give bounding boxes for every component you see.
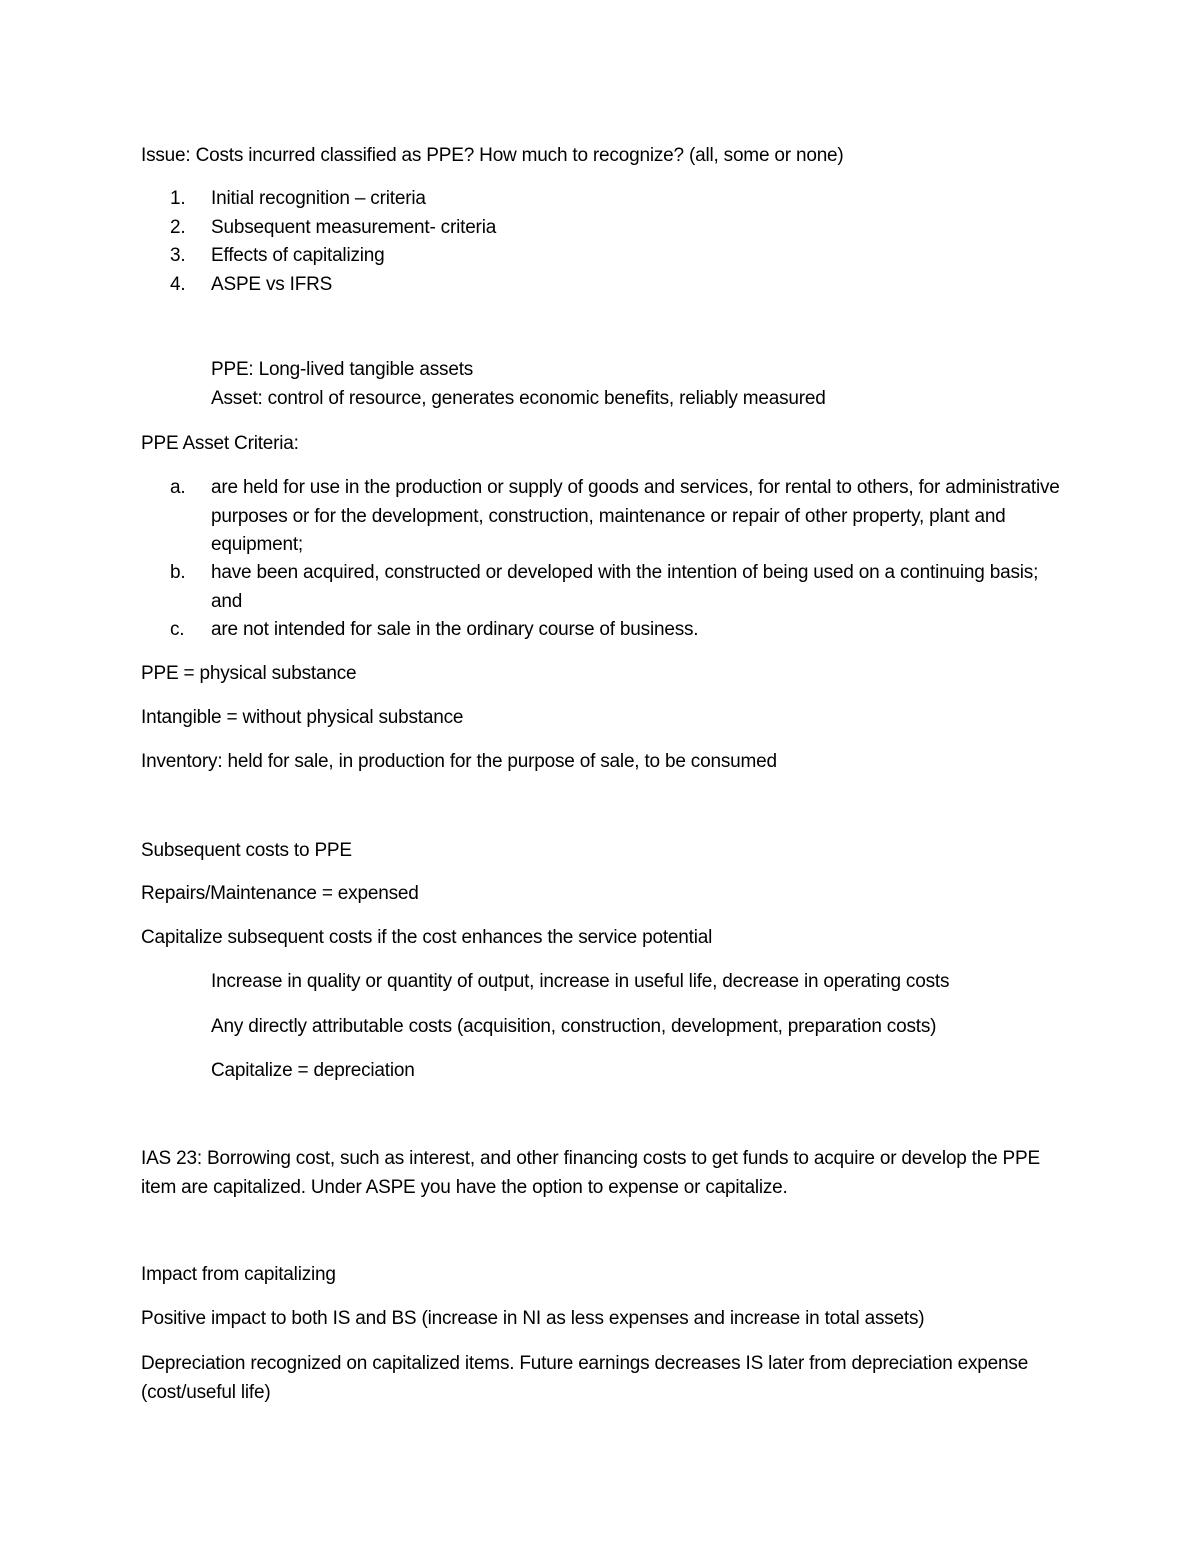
list-item: have been acquired, constructed or developed with the intention of being used on a continuing basis; and: [211, 562, 1039, 612]
ppe-comparison: PPE = physical substance: [141, 663, 357, 684]
asset-definition: Asset: control of resource, generates economic benefits, reliably measured: [211, 388, 826, 409]
issue-line: Issue: Costs incurred classified as PPE? How much to recognize? (all, some or none): [141, 145, 844, 166]
list-letter: a.: [170, 477, 186, 498]
subsequent-detail: Capitalize = depreciation: [211, 1060, 415, 1081]
list-letter: c.: [170, 619, 185, 640]
subsequent-detail: Increase in quality or quantity of output, increase in useful life, decrease in operating costs: [211, 971, 950, 992]
criteria-heading: PPE Asset Criteria:: [141, 433, 299, 454]
list-number: 4.: [170, 274, 186, 295]
ppe-definition: PPE: Long-lived tangible assets: [211, 359, 474, 380]
list-number: 2.: [170, 217, 186, 238]
subsequent-heading: Subsequent costs to PPE: [141, 840, 352, 861]
list-item: Initial recognition – criteria: [211, 188, 426, 209]
list-item: are held for use in the production or supply of goods and services, for rental to others, for administrative purposes or for the development, construction, maintenance or repair of other property, plant and equipment;: [211, 477, 1060, 555]
intangible-comparison: Intangible = without physical substance: [141, 707, 464, 728]
capitalize-line: Capitalize subsequent costs if the cost enhances the service potential: [141, 927, 713, 948]
repairs-line: Repairs/Maintenance = expensed: [141, 883, 419, 904]
list-number: 3.: [170, 245, 186, 266]
list-item: ASPE vs IFRS: [211, 274, 333, 295]
subsequent-detail: Any directly attributable costs (acquisition, construction, development, preparation costs): [211, 1016, 937, 1037]
list-item: Effects of capitalizing: [211, 245, 385, 266]
inventory-comparison: Inventory: held for sale, in production for the purpose of sale, to be consumed: [141, 751, 777, 772]
ias23-paragraph: IAS 23: Borrowing cost, such as interest, and other financing costs to get funds to acquire or develop the PPE item are capitalized. Under ASPE you have the option to expense or capitalize.: [141, 1148, 1040, 1198]
list-item: are not intended for sale in the ordinary course of business.: [211, 619, 699, 640]
list-item: Subsequent measurement- criteria: [211, 217, 497, 238]
list-number: 1.: [170, 188, 186, 209]
depreciation-paragraph: Depreciation recognized on capitalized items. Future earnings decreases IS later from depreciation expense (cost/useful life): [141, 1353, 1029, 1403]
impact-heading: Impact from capitalizing: [141, 1264, 336, 1285]
list-letter: b.: [170, 562, 186, 583]
positive-impact-line: Positive impact to both IS and BS (increase in NI as less expenses and increase in total assets): [141, 1308, 925, 1329]
